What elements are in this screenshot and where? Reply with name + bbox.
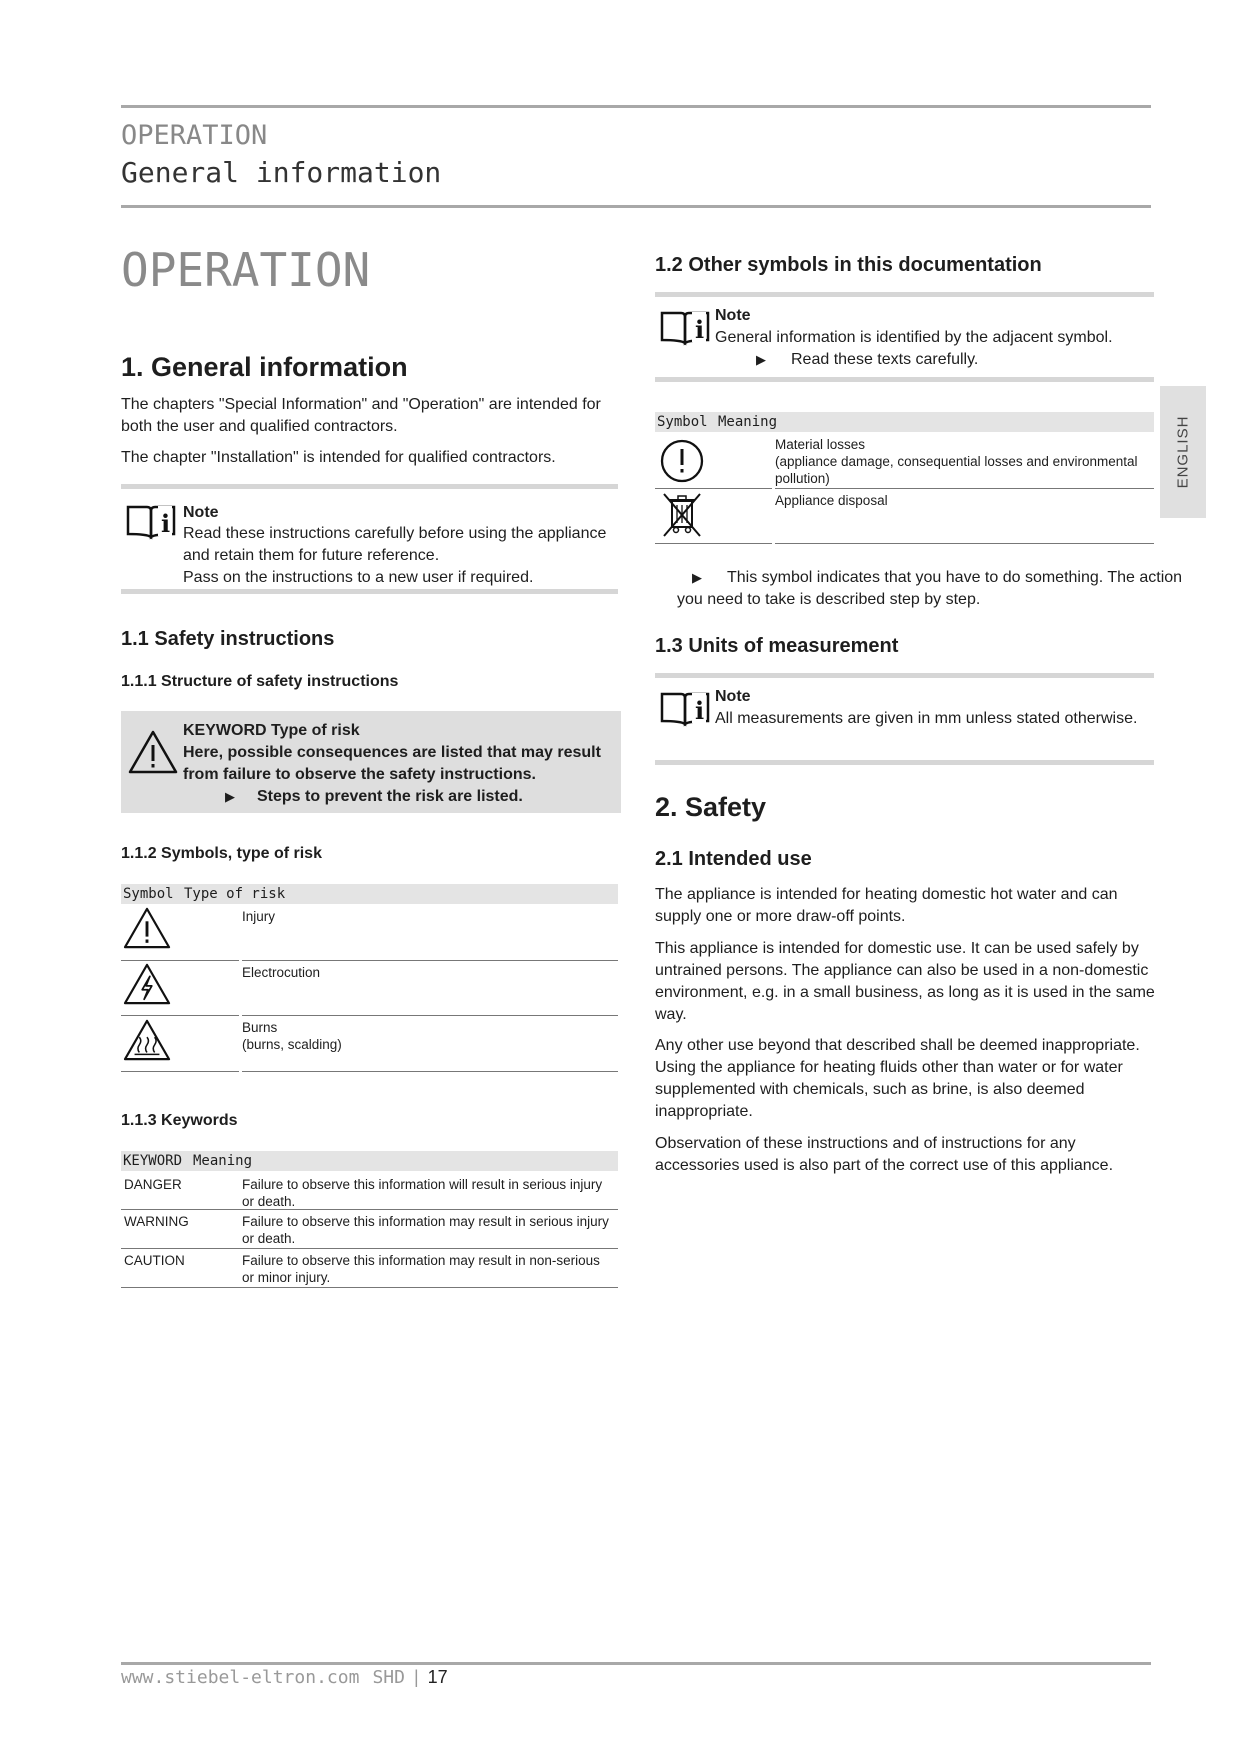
note-box-symbols bbox=[655, 292, 1154, 382]
other-symbols-row-1-line-b bbox=[775, 488, 1154, 489]
section-2-title: 2. Safety bbox=[655, 792, 767, 822]
section-1-3-title: 1.3 Units of measurement bbox=[655, 635, 899, 657]
section-1-title: 1. General information bbox=[121, 352, 408, 382]
section-1-1-2-title: 1.1.2 Symbols, type of risk bbox=[121, 845, 322, 862]
section-1-para-1: The chapters "Special Information" and "Operation" are intended for both the user and qualified contractors. bbox=[121, 396, 601, 435]
burns-icon bbox=[122, 1018, 172, 1062]
keywords-row-2-keyword: WARNING bbox=[124, 1214, 189, 1229]
action-symbol-text: This symbol indicates that you have to do something. The action you need to take is described step by step. bbox=[677, 569, 1183, 608]
note-text-1: Read these instructions carefully before using the appliance and retain them for future reference. bbox=[183, 525, 607, 564]
symbols-row-2-line-b bbox=[242, 1015, 618, 1016]
note-label: Note bbox=[715, 688, 751, 705]
section-2-1-para-2: This appliance is intended for domestic use. It can be used safely by untrained persons. The appliance can also be used in a non-domestic environment, e.g. in a small business, as long as it is used in the same way. bbox=[655, 940, 1155, 1023]
warning-consequences: Here, possible consequences are listed that may result from failure to observe the safety instructions. bbox=[183, 744, 601, 783]
note-step: Read these texts carefully. bbox=[791, 351, 979, 368]
other-symbols-row-1-line bbox=[655, 488, 772, 489]
info-book-icon bbox=[659, 307, 711, 347]
info-book-icon bbox=[659, 688, 711, 728]
note-text-2: Pass on the instructions to a new user if required. bbox=[183, 569, 534, 586]
action-arrow-icon: ▶ bbox=[692, 570, 702, 585]
note-label: Note bbox=[715, 307, 751, 324]
section-2-1-para-3: Any other use beyond that described shall be deemed inappropriate. Using the appliance for heating fluids other than water or for water supplemented with chemicals, such as brine, is also deemed inappropriate. bbox=[655, 1037, 1140, 1120]
keywords-row-2-line bbox=[121, 1248, 618, 1249]
symbols-row-1-line-b bbox=[242, 960, 618, 961]
symbols-row-2-line bbox=[121, 1015, 239, 1016]
symbols-row-1-text: Injury bbox=[242, 909, 276, 924]
header-top-rule bbox=[121, 105, 1151, 108]
symbols-row-3-line bbox=[121, 1071, 239, 1072]
crossed-bin-icon bbox=[659, 491, 705, 541]
info-book-icon bbox=[125, 501, 177, 541]
section-1-1-1-title: 1.1.1 Structure of safety instructions bbox=[121, 673, 399, 690]
footer-separator: | bbox=[413, 1667, 419, 1687]
exclamation-circle-icon bbox=[659, 438, 705, 484]
section-2-1-para-4: Observation of these instructions and of instructions for any accessories used is also part of the correct use of this appliance. bbox=[655, 1135, 1114, 1174]
svg-text:i: i bbox=[695, 696, 705, 725]
symbols-row-3-text: Burns (burns, scalding) bbox=[242, 1020, 342, 1052]
section-2-1-title: 2.1 Intended use bbox=[655, 848, 812, 870]
warning-triangle-icon bbox=[122, 906, 172, 950]
symbols-row-1-line bbox=[121, 960, 239, 961]
footer-url: www.stiebel-eltron.com bbox=[121, 1667, 360, 1688]
symbols-table-header bbox=[121, 884, 618, 904]
symbols-col-type: Type of risk bbox=[184, 886, 286, 902]
other-symbols-row-1-text: Material losses (appliance damage, consequential losses and environmental pollution) bbox=[775, 437, 1138, 486]
keywords-row-1-line bbox=[121, 1209, 618, 1210]
other-symbols-col-symbol: Symbol bbox=[657, 414, 708, 430]
section-2-1-para-1: The appliance is intended for heating domestic hot water and can supply one or more draw-off points. bbox=[655, 886, 1118, 925]
note-text: All measurements are given in mm unless stated otherwise. bbox=[715, 710, 1138, 727]
keywords-row-1-meaning: Failure to observe this information will result in serious injury or death. bbox=[242, 1177, 603, 1209]
keywords-col-meaning: Meaning bbox=[193, 1153, 253, 1169]
other-symbols-row-2-text: Appliance disposal bbox=[775, 493, 888, 508]
big-title: OPERATION bbox=[121, 243, 371, 297]
symbols-row-3-line-b bbox=[242, 1071, 618, 1072]
note-label: Note bbox=[183, 504, 219, 521]
header-section: OPERATION bbox=[121, 120, 268, 151]
other-symbols-col-meaning: Meaning bbox=[718, 414, 778, 430]
section-1-1-title: 1.1 Safety instructions bbox=[121, 628, 335, 650]
page-number: 17 bbox=[427, 1667, 448, 1687]
keywords-row-3-meaning: Failure to observe this information may result in non-serious or minor injury. bbox=[242, 1253, 600, 1285]
note-box-general bbox=[121, 484, 618, 594]
keywords-row-3-keyword: CAUTION bbox=[124, 1253, 185, 1268]
section-1-para-2: The chapter "Installation" is intended for qualified contractors. bbox=[121, 449, 556, 466]
section-1-2-title: 1.2 Other symbols in this documentation bbox=[655, 254, 1042, 276]
keywords-row-3-line bbox=[121, 1287, 618, 1288]
warning-keyword-line: KEYWORD Type of risk bbox=[183, 722, 360, 739]
note-text: General information is identified by the adjacent symbol. bbox=[715, 329, 1113, 346]
other-symbols-row-2-line-b bbox=[775, 543, 1154, 544]
keywords-table-header bbox=[121, 1151, 618, 1171]
note-step-arrow-icon: ▶ bbox=[756, 352, 766, 367]
symbols-col-symbol: Symbol bbox=[123, 886, 174, 902]
header-bottom-rule bbox=[121, 205, 1151, 208]
warning-triangle-icon bbox=[127, 729, 179, 775]
warning-steps: Steps to prevent the risk are listed. bbox=[257, 788, 523, 805]
footer-model: SHD bbox=[372, 1667, 405, 1688]
warning-step-arrow-icon: ▶ bbox=[225, 789, 235, 804]
other-symbols-table-header bbox=[655, 412, 1154, 432]
symbols-row-2-text: Electrocution bbox=[242, 965, 321, 980]
warning-box bbox=[121, 711, 621, 813]
section-1-1-3-title: 1.1.3 Keywords bbox=[121, 1112, 238, 1129]
footer bbox=[121, 1667, 448, 1688]
keywords-row-2-meaning: Failure to observe this information may result in serious injury or death. bbox=[242, 1214, 609, 1246]
footer-rule bbox=[121, 1662, 1151, 1665]
keywords-row-1-keyword: DANGER bbox=[124, 1177, 182, 1192]
other-symbols-row-2-line bbox=[655, 543, 772, 544]
svg-text:i: i bbox=[161, 509, 171, 538]
svg-text:i: i bbox=[695, 315, 705, 344]
electrocution-icon bbox=[122, 962, 172, 1006]
keywords-col-keyword: KEYWORD bbox=[123, 1153, 183, 1169]
note-box-units bbox=[655, 673, 1154, 765]
language-tab-label: ENGLISH bbox=[1174, 415, 1192, 489]
language-tab bbox=[1160, 386, 1206, 518]
header-subtitle: General information bbox=[121, 156, 442, 189]
